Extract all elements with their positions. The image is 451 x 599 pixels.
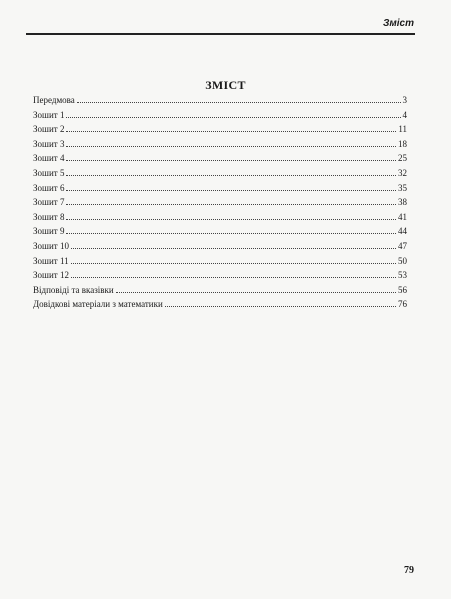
toc-entry-label: Зошит 6: [33, 182, 65, 193]
toc-leader: [66, 189, 396, 191]
toc-entry-label: Зошит 5: [33, 167, 65, 178]
table-of-contents: [33, 93, 407, 312]
toc-entry-page: 18: [398, 138, 407, 149]
toc-entry-label: Зошит 7: [33, 197, 65, 208]
toc-entry[interactable]: [33, 283, 407, 298]
toc-entry-label: Зошит 8: [33, 211, 65, 222]
toc-leader: [165, 305, 396, 307]
toc-entry[interactable]: [33, 151, 407, 166]
toc-entry-label: Зошит 11: [33, 255, 69, 266]
toc-entry-page: 41: [398, 211, 407, 222]
toc-leader: [66, 145, 396, 147]
toc-leader: [66, 130, 396, 132]
toc-entry-label: Відповіді та вказівки: [33, 284, 114, 295]
toc-entry-page: 11: [398, 124, 407, 135]
toc-entry-page: 25: [398, 153, 407, 164]
toc-leader: [66, 159, 396, 161]
toc-leader: [66, 174, 396, 176]
toc-entry[interactable]: [33, 268, 407, 283]
toc-entry-page: 32: [398, 167, 407, 178]
toc-entry[interactable]: [33, 122, 407, 137]
toc-leader: [116, 291, 396, 293]
toc-entry-label: Зошит 10: [33, 240, 69, 251]
toc-entry-page: 3: [402, 95, 407, 105]
toc-entry[interactable]: [33, 181, 407, 196]
toc-entry-page: 38: [398, 197, 407, 208]
toc-entry-label: Передмова: [33, 95, 75, 105]
toc-entry[interactable]: [33, 108, 407, 123]
toc-entry-label: Зошит 9: [33, 226, 65, 237]
toc-leader: [66, 218, 396, 220]
toc-entry-label: Довідкові матеріали з математики: [33, 299, 163, 310]
toc-entry[interactable]: [33, 210, 407, 225]
toc-entry-label: Зошит 3: [33, 138, 65, 149]
toc-entry[interactable]: [33, 93, 407, 108]
toc-entry-page: 4: [402, 109, 407, 120]
toc-entry-page: 50: [398, 255, 407, 266]
toc-entry[interactable]: [33, 137, 407, 152]
toc-leader: [66, 116, 400, 118]
page-number: 79: [404, 565, 414, 576]
toc-leader: [71, 276, 396, 278]
toc-entry[interactable]: [33, 297, 407, 312]
toc-title: ЗМІСТ: [205, 78, 246, 92]
toc-entry-label: Зошит 1: [33, 109, 65, 120]
toc-leader: [66, 203, 396, 205]
toc-entry-page: 56: [398, 284, 407, 295]
toc-entry-page: 53: [398, 270, 407, 281]
toc-leader: [77, 101, 401, 103]
toc-entry-page: 35: [398, 182, 407, 193]
toc-entry-label: Зошит 2: [33, 124, 65, 135]
toc-entry[interactable]: [33, 239, 407, 254]
toc-entry-page: 76: [398, 299, 407, 310]
toc-entry[interactable]: [33, 166, 407, 181]
running-head: Зміст: [382, 18, 414, 29]
toc-entry-label: Зошит 12: [33, 270, 69, 281]
toc-entry-page: 44: [398, 226, 407, 237]
toc-entry[interactable]: [33, 224, 407, 239]
toc-entry-page: 47: [398, 240, 407, 251]
toc-entry-label: Зошит 4: [33, 153, 65, 164]
toc-entry[interactable]: [33, 195, 407, 210]
toc-leader: [71, 262, 396, 264]
header-rule: [26, 33, 415, 35]
toc-leader: [66, 232, 396, 234]
toc-entry[interactable]: [33, 254, 407, 269]
toc-leader: [71, 247, 396, 249]
